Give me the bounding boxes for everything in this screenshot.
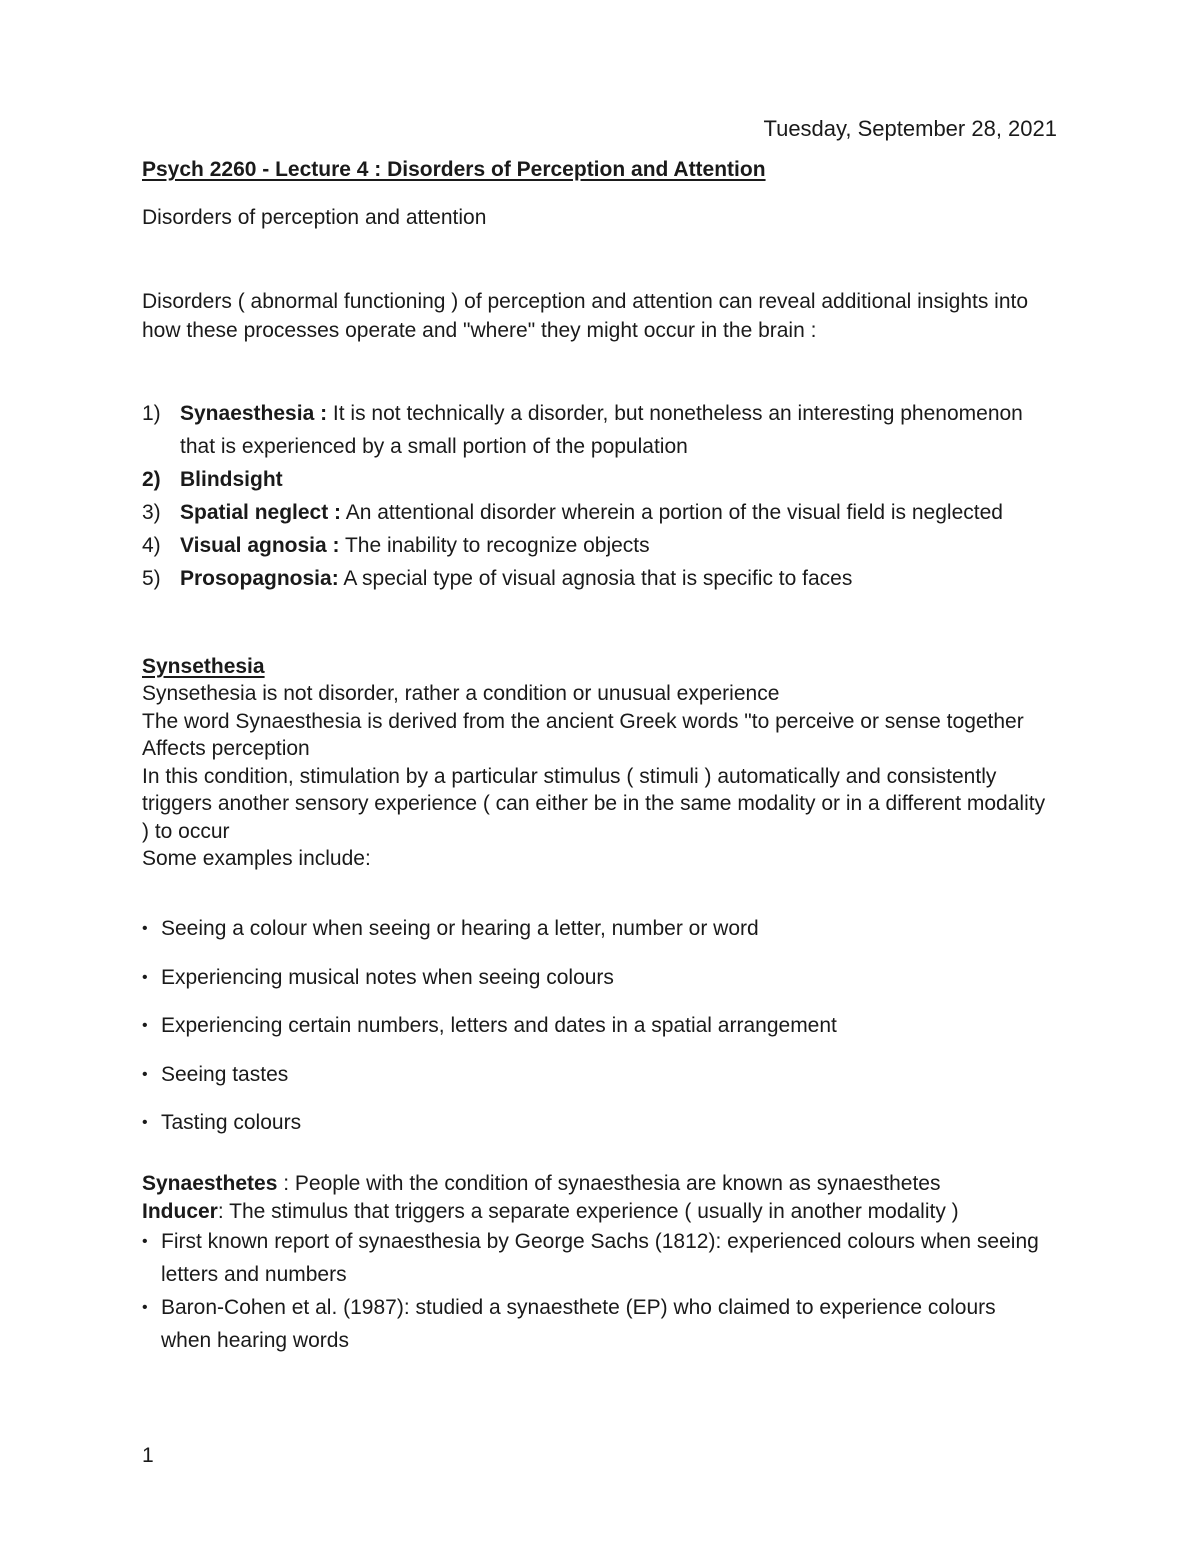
definition-term: Synaesthetes: [142, 1172, 278, 1195]
bullet-icon: •: [142, 1065, 148, 1083]
definition-term: Inducer: [142, 1200, 218, 1223]
list-number: 4): [142, 534, 161, 557]
example-text: Experiencing musical notes when seeing colours: [161, 965, 614, 989]
bullet-icon: •: [142, 920, 148, 937]
synesthesia-line: The word Synaesthesia is derived from the ancient Greek words "to perceive or sense together: [142, 709, 1024, 733]
disorder-description: The inability to recognize objects: [339, 534, 650, 557]
document-subtitle: Disorders of perception and attention: [142, 206, 487, 229]
disorder-item-prosopagnosia: [142, 562, 1042, 595]
disorder-description: A special type of visual agnosia that is specific to faces: [338, 567, 853, 590]
example-text: Seeing a colour when seeing or hearing a letter, number or word: [161, 917, 759, 940]
list-number: 5): [142, 567, 161, 590]
disorder-item-blindsight: [142, 463, 1042, 496]
synesthesia-body: [142, 680, 1052, 873]
list-number: 2): [142, 468, 161, 491]
intro-paragraph: Disorders ( abnormal functioning ) of perception and attention can reveal additional insights into how these processes operate and "where" they might occur in the brain :: [142, 290, 1029, 342]
disorder-item-spatial-neglect: [142, 496, 1042, 529]
synesthesia-line: In this condition, stimulation by a particular stimulus ( stimuli ) automatically and consistently triggers another sensory experience ( can either be in the same modality or in a different modality ) to occur: [142, 764, 1046, 843]
disorder-term: Visual agnosia :: [180, 534, 340, 557]
disorder-description: It is not technically a disorder, but nonetheless an interesting phenomenon that is experienced by a small portion of the population: [180, 402, 1023, 458]
note-text: First known report of synaesthesia by George Sachs (1812): experienced colours when seeing letters and numbers: [161, 1230, 1039, 1286]
definition-synaesthetes: [142, 1170, 1072, 1198]
disorder-term: Prosopagnosia:: [180, 567, 339, 590]
example-item: [142, 1061, 1042, 1110]
definition-inducer: [142, 1198, 1072, 1226]
disorders-list: [142, 397, 1042, 595]
bullet-icon: •: [142, 1114, 148, 1131]
example-item: [142, 1109, 1042, 1158]
bullet-icon: •: [142, 1233, 148, 1250]
example-text: Tasting colours: [161, 1111, 302, 1134]
disorder-description: An attentional disorder wherein a portion of the visual field is neglected: [341, 501, 1003, 524]
note-item: [142, 1225, 1042, 1291]
disorder-term: Synaesthesia :: [180, 402, 328, 425]
example-text: Seeing tastes: [161, 1062, 289, 1086]
example-item: [142, 964, 1042, 1013]
list-number: 3): [142, 501, 161, 524]
example-item: [142, 1012, 1042, 1061]
note-text: Baron-Cohen et al. (1987): studied a synaesthete (EP) who claimed to experience colours when hearing words: [161, 1296, 996, 1352]
bullet-icon: •: [142, 1017, 148, 1034]
bullet-icon: •: [142, 1299, 148, 1316]
list-number: 1): [142, 402, 161, 425]
research-notes-list: [142, 1225, 1042, 1357]
definition-text: : The stimulus that triggers a separate experience ( usually in another modality ): [217, 1200, 959, 1223]
synesthesia-line: Synsethesia is not disorder, rather a condition or unusual experience: [142, 682, 780, 705]
synesthesia-examples-list: [142, 915, 1042, 1158]
synesthesia-line: Affects perception: [142, 737, 310, 760]
bullet-icon: •: [142, 968, 148, 986]
note-item: [142, 1291, 1042, 1357]
disorder-term: Blindsight: [180, 468, 283, 491]
section-heading-synesthesia: Synsethesia: [142, 655, 265, 678]
disorder-item-synaesthesia: [142, 397, 1042, 463]
example-text: Experiencing certain numbers, letters and dates in a spatial arrangement: [161, 1014, 837, 1037]
disorder-item-visual-agnosia: [142, 529, 1042, 562]
disorder-term: Spatial neglect :: [180, 501, 342, 524]
lecture-date: Tuesday, September 28, 2021: [763, 116, 1057, 141]
synesthesia-line: Some examples include:: [142, 847, 371, 870]
definition-text: : People with the condition of synaesthesia are known as synaesthetes: [277, 1172, 941, 1195]
page-number: 1: [142, 1444, 154, 1467]
document-title: Psych 2260 - Lecture 4 : Disorders of Perception and Attention: [142, 158, 766, 181]
example-item: [142, 915, 1042, 964]
definitions-block: [142, 1170, 1072, 1226]
